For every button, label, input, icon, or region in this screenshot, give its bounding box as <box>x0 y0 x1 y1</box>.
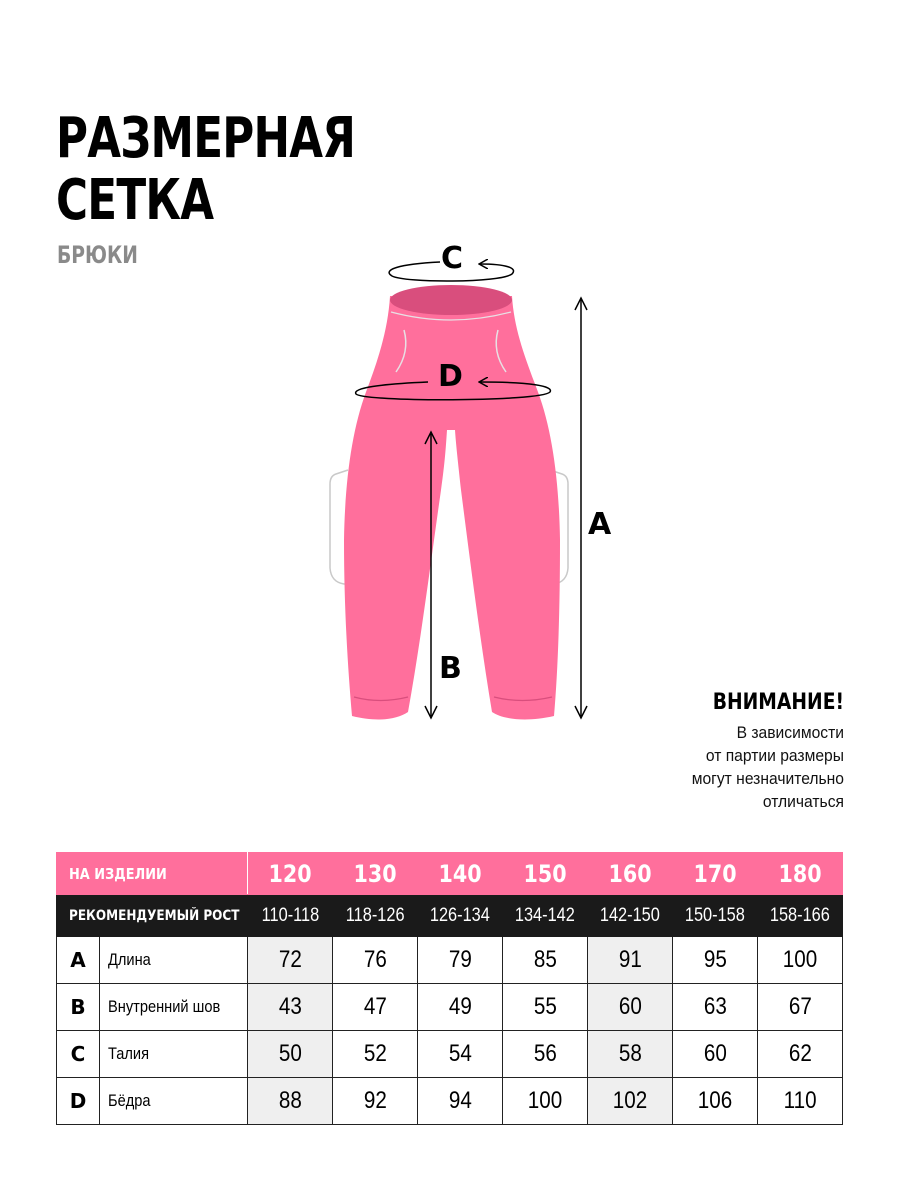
warning-note <box>544 690 844 813</box>
warning-line-1: В зависимости <box>736 723 844 742</box>
title-line-1: РАЗМЕРНАЯ <box>56 106 356 171</box>
value-cell: 63 <box>673 984 758 1031</box>
measure-c <box>389 241 513 281</box>
value-cell: 47 <box>333 984 418 1031</box>
value-cell: 85 <box>503 937 588 984</box>
measure-a <box>575 298 612 718</box>
value-cell: 79 <box>418 937 503 984</box>
value-cell: 58 <box>588 1031 673 1078</box>
height-cell: 134-142 <box>503 895 588 937</box>
value-cell: 49 <box>418 984 503 1031</box>
value-cell: 50 <box>248 1031 333 1078</box>
page-subtitle: БРЮКИ <box>57 241 138 269</box>
value-cell: 54 <box>418 1031 503 1078</box>
size-cell: 140 <box>418 853 503 895</box>
value-cell: 88 <box>248 1078 333 1125</box>
value-cell: 76 <box>333 937 418 984</box>
value-cell: 72 <box>248 937 333 984</box>
size-cell: 120 <box>248 853 333 895</box>
value-cell: 102 <box>588 1078 673 1125</box>
size-cell: 160 <box>588 853 673 895</box>
height-cell: 118-126 <box>333 895 418 937</box>
warning-line-2: от партии размеры <box>705 746 844 765</box>
value-cell: 100 <box>503 1078 588 1125</box>
height-row <box>57 895 843 937</box>
value-cell: 43 <box>248 984 333 1031</box>
table-row <box>57 1078 843 1125</box>
size-table <box>56 852 843 1125</box>
value-cell: 106 <box>673 1078 758 1125</box>
warning-title: ВНИМАНИЕ! <box>712 690 844 715</box>
value-cell: 110 <box>758 1078 843 1125</box>
height-cell: 110-118 <box>248 895 333 937</box>
size-header-label: НА ИЗДЕЛИИ <box>57 853 248 895</box>
warning-line-3: могут незначительно <box>691 769 844 788</box>
height-cell: 142-150 <box>588 895 673 937</box>
table-row <box>57 984 843 1031</box>
row-name: Бёдра <box>100 1078 248 1125</box>
value-cell: 95 <box>673 937 758 984</box>
row-name: Внутренний шов <box>100 984 248 1031</box>
value-cell: 100 <box>758 937 843 984</box>
size-cell: 150 <box>503 853 588 895</box>
height-cell: 150-158 <box>673 895 758 937</box>
height-cell: 126-134 <box>418 895 503 937</box>
height-label: РЕКОМЕНДУЕМЫЙ РОСТ <box>57 895 248 937</box>
label-c: C <box>441 241 464 276</box>
label-a: A <box>588 507 612 542</box>
value-cell: 60 <box>673 1031 758 1078</box>
size-header-row <box>57 853 843 895</box>
row-letter: D <box>57 1078 100 1125</box>
value-cell: 52 <box>333 1031 418 1078</box>
size-cell: 130 <box>333 853 418 895</box>
measure-b <box>425 432 462 718</box>
table-row <box>57 937 843 984</box>
size-cell: 170 <box>673 853 758 895</box>
warning-line-4: отличаться <box>762 792 844 811</box>
waistband-opening <box>390 285 512 315</box>
row-name: Длина <box>100 937 248 984</box>
label-b: B <box>439 651 462 686</box>
value-cell: 60 <box>588 984 673 1031</box>
title-line-2: СЕТКА <box>56 168 214 233</box>
row-letter: A <box>57 937 100 984</box>
value-cell: 91 <box>588 937 673 984</box>
height-cell: 158-166 <box>758 895 843 937</box>
value-cell: 67 <box>758 984 843 1031</box>
value-cell: 94 <box>418 1078 503 1125</box>
value-cell: 56 <box>503 1031 588 1078</box>
value-cell: 62 <box>758 1031 843 1078</box>
value-cell: 92 <box>333 1078 418 1125</box>
label-d: D <box>438 359 463 394</box>
size-cell: 180 <box>758 853 843 895</box>
row-name: Талия <box>100 1031 248 1078</box>
row-letter: B <box>57 984 100 1031</box>
table-row <box>57 1031 843 1078</box>
row-letter: C <box>57 1031 100 1078</box>
value-cell: 55 <box>503 984 588 1031</box>
